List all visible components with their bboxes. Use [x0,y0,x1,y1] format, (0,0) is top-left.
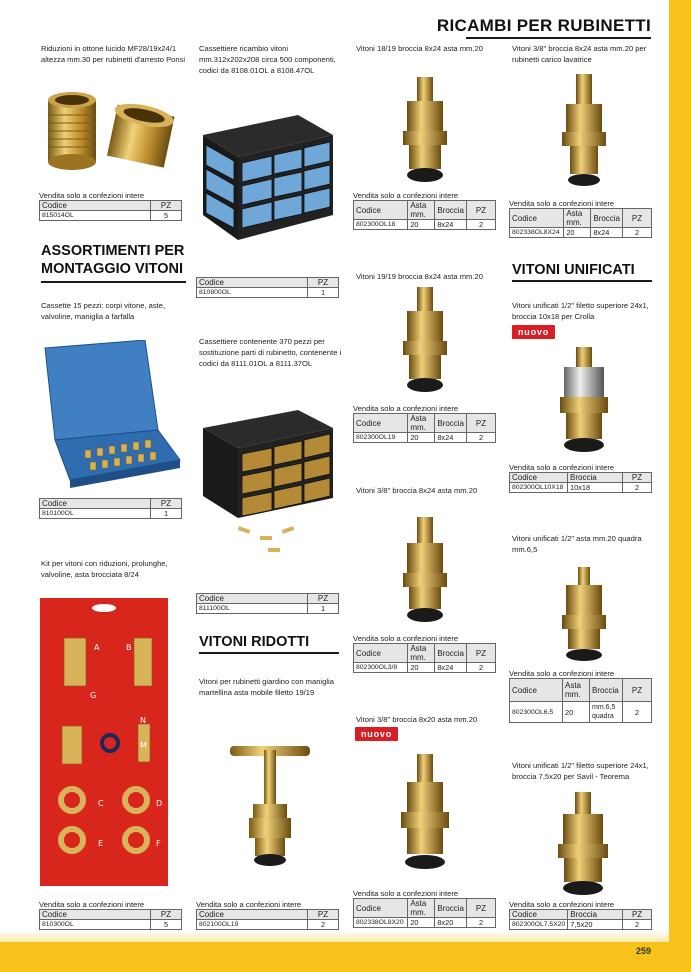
pz-value: 1 [308,288,339,298]
codice-header: Codice [354,899,408,918]
code-table [353,643,496,673]
pz-value: 2 [623,920,652,930]
broccia-header: Broccia [435,201,467,220]
pz-header: PZ [308,594,339,604]
pz-header: PZ [151,499,182,509]
product-description: Vitoni per rubinetti giardino con maniglia martellina asta mobile filetto 19/19 [199,677,334,697]
svg-text:D: D [156,799,163,808]
product-code: 802300OL3/8 [354,663,408,673]
code-table [509,472,652,493]
product-description: Vitoni 19/19 broccia 8x24 asta mm.20 [356,272,483,281]
drawer-cabinet-image [198,95,338,245]
vitone-image [393,285,458,395]
product-description: Vitoni unificati 1/2" filetto superiore 24x1, broccia 10x18 per Crolla [512,301,649,321]
svg-text:G: G [90,691,97,700]
broccia-header: Broccia [568,910,623,920]
new-badge: nuovo [512,325,555,339]
codice-header: Codice [197,910,308,920]
svg-text:C: C [98,799,104,808]
asta-header: Asta mm. [408,414,435,433]
codice-header: Codice [510,679,563,702]
code-table [509,208,652,238]
pz-value: 2 [467,220,496,230]
product-description: Riduzioni in ottone lucido MF28/19x24/1 altezza mm.30 per rubinetti d'arresto Ponsi [41,44,186,64]
sale-note: Vendita solo a confezioni intere [353,634,459,643]
broccia-header: Broccia [590,679,623,702]
code-table [39,200,182,221]
asta-header: Asta mm. [563,679,590,702]
product-description: Vitoni unificati 1/2" filetto superiore 24x1, broccia 7,5x20 per Savil - Teorema [512,761,649,781]
brass-reducers-image [40,85,185,180]
vitone-image [552,72,617,192]
product-code: 802338OL8X24 [510,228,564,238]
title-underline [466,37,651,39]
product-code: 802100OL19 [197,920,308,930]
pz-header: PZ [623,209,652,228]
vitone-image [393,752,458,877]
pz-value: 2 [623,228,652,238]
code-table [39,498,182,519]
pz-value: 5 [151,211,182,221]
sale-note: Vendita solo a confezioni intere [509,199,615,208]
pz-header: PZ [623,473,652,483]
vitone-image [393,75,458,185]
codice-header: Codice [40,910,151,920]
product-description: Vitoni 3/8" broccia 8x24 asta mm.20 [356,486,478,495]
pz-value: 2 [467,663,496,673]
section-underline [41,281,186,283]
svg-text:N: N [140,716,146,725]
broccia-value: 8x24 [435,220,467,230]
new-badge: nuovo [355,727,398,741]
asta-header: Asta mm. [408,644,435,663]
pz-header: PZ [623,910,652,920]
broccia-header: Broccia [435,414,467,433]
codice-header: Codice [510,209,564,228]
asta-header: Asta mm. [408,899,435,918]
product-description: Vitoni 3/8" broccia 8x20 asta mm.20 [356,715,478,724]
product-code: 811100OL [197,604,308,614]
asta-value: 20 [564,228,591,238]
svg-text:E: E [98,839,104,848]
pz-value: 2 [623,483,652,493]
garden-valve-image [225,738,315,873]
sale-note: Vendita solo a confezioni intere [509,900,615,909]
sale-note: Vendita solo a confezioni intere [353,404,459,413]
broccia-value: 8x24 [435,433,467,443]
pz-header: PZ [308,910,339,920]
asta-value: 20 [408,663,435,673]
codice-header: Codice [354,644,408,663]
red-kit-card-image [40,598,168,886]
product-code: 802338OL8X20 [354,918,408,928]
code-table [353,898,496,928]
code-table [353,200,496,230]
pz-value: 1 [308,604,339,614]
product-code: 810300OL [40,920,151,930]
code-table [39,909,182,930]
product-description: Cassette 15 pezzi: corpi vitone, aste, valvoline, maniglia a farfalla [41,301,166,321]
pz-value: 5 [151,920,182,930]
product-description: Cassettiere contenente 370 pezzi per sostituzione parti di rubinetto, contenente i codici da 8111.01OL a 8111.37OL [199,337,342,368]
broccia-value: 8x24 [591,228,623,238]
sale-note: Vendita solo a confezioni intere [509,463,615,472]
product-code: 802300OL18 [354,220,408,230]
vitone-image [393,515,458,625]
codice-header: Codice [197,594,308,604]
section-title-assortimenti: ASSORTIMENTI PER MONTAGGIO VITONI [41,243,185,277]
pz-header: PZ [467,414,496,433]
vitone-image [548,790,618,900]
sale-note: Vendita solo a confezioni intere [353,889,459,898]
codice-header: Codice [40,201,151,211]
product-code: 815014OL [40,211,151,221]
broccia-header: Broccia [568,473,623,483]
pz-header: PZ [467,644,496,663]
code-table [196,909,339,930]
asta-value: 20 [408,220,435,230]
codice-header: Codice [510,473,568,483]
codice-header: Codice [354,414,408,433]
product-code: 802300OL10X18 [510,483,568,493]
codice-header: Codice [354,201,408,220]
pz-header: PZ [467,899,496,918]
product-code: 802300OL7.5X20 [510,920,568,930]
section-underline [199,652,339,654]
asta-header: Asta mm. [408,201,435,220]
product-code: 810800OL [197,288,308,298]
vitone-image [552,565,617,665]
codice-header: Codice [40,499,151,509]
broccia-value: mm.6,5 quadra [590,702,623,723]
code-table [509,678,652,723]
bottom-yellow-band [0,942,691,972]
svg-text:M: M [140,741,147,750]
code-table [509,909,652,930]
pz-value: 2 [467,918,496,928]
product-description: Vitoni 18/19 broccia 8x24 asta mm.20 [356,44,483,53]
product-code: 802300OL19 [354,433,408,443]
broccia-value: 7,5x20 [568,920,623,930]
section-underline [512,280,652,282]
pz-header: PZ [151,201,182,211]
pz-header: PZ [623,679,652,702]
codice-header: Codice [510,910,568,920]
broccia-value: 10x18 [568,483,623,493]
broccia-header: Broccia [591,209,623,228]
page-number: 259 [635,946,651,956]
pz-value: 2 [308,920,339,930]
asta-value: 20 [563,702,590,723]
asta-value: 20 [408,918,435,928]
product-code: 810100OL [40,509,151,519]
asta-value: 20 [408,433,435,443]
product-description: Cassettiere ricambio vitoni mm.312x202x208 circa 500 componenti, codici da 8108.01OL a 8108.47OL [199,44,336,75]
broccia-header: Broccia [435,644,467,663]
vitone-image [552,345,617,455]
product-description: Vitoni 3/8" broccia 8x24 asta mm.20 per rubinetti carico lavatrice [512,44,647,64]
product-description: Vitoni unificati 1/2" asta mm.20 quadra mm.6,5 [512,534,642,554]
code-table [353,413,496,443]
pz-header: PZ [467,201,496,220]
asta-header: Asta mm. [564,209,591,228]
codice-header: Codice [197,278,308,288]
sale-note: Vendita solo a confezioni intere [39,900,145,909]
blue-case-image [40,340,185,490]
pz-header: PZ [151,910,182,920]
pz-value: 2 [467,433,496,443]
svg-text:A: A [94,643,100,652]
section-title-ridotti: VITONI RIDOTTI [199,634,310,650]
pz-value: 1 [151,509,182,519]
right-yellow-band [669,0,691,972]
sale-note: Vendita solo a confezioni intere [196,900,302,909]
product-description: Kit per vitoni con riduzioni, prolunghe, valvoline, asta brocciata 8/24 [41,559,168,579]
product-code: 802300OL6.5 [510,702,563,723]
drawer-cabinet-brass-image [198,398,338,558]
sale-note: Vendita solo a confezioni intere [39,191,145,200]
code-table [196,277,339,298]
broccia-header: Broccia [435,899,467,918]
section-title-unificati: VITONI UNIFICATI [512,262,635,278]
svg-text:F: F [156,839,161,848]
sale-note: Vendita solo a confezioni intere [353,191,459,200]
broccia-value: 8x24 [435,663,467,673]
pz-header: PZ [308,278,339,288]
page-title: RICAMBI PER RUBINETTI [436,16,651,35]
sale-note: Vendita solo a confezioni intere [509,669,615,678]
svg-text:B: B [126,643,132,652]
pz-value: 2 [623,702,652,723]
code-table [196,593,339,614]
broccia-value: 8x20 [435,918,467,928]
